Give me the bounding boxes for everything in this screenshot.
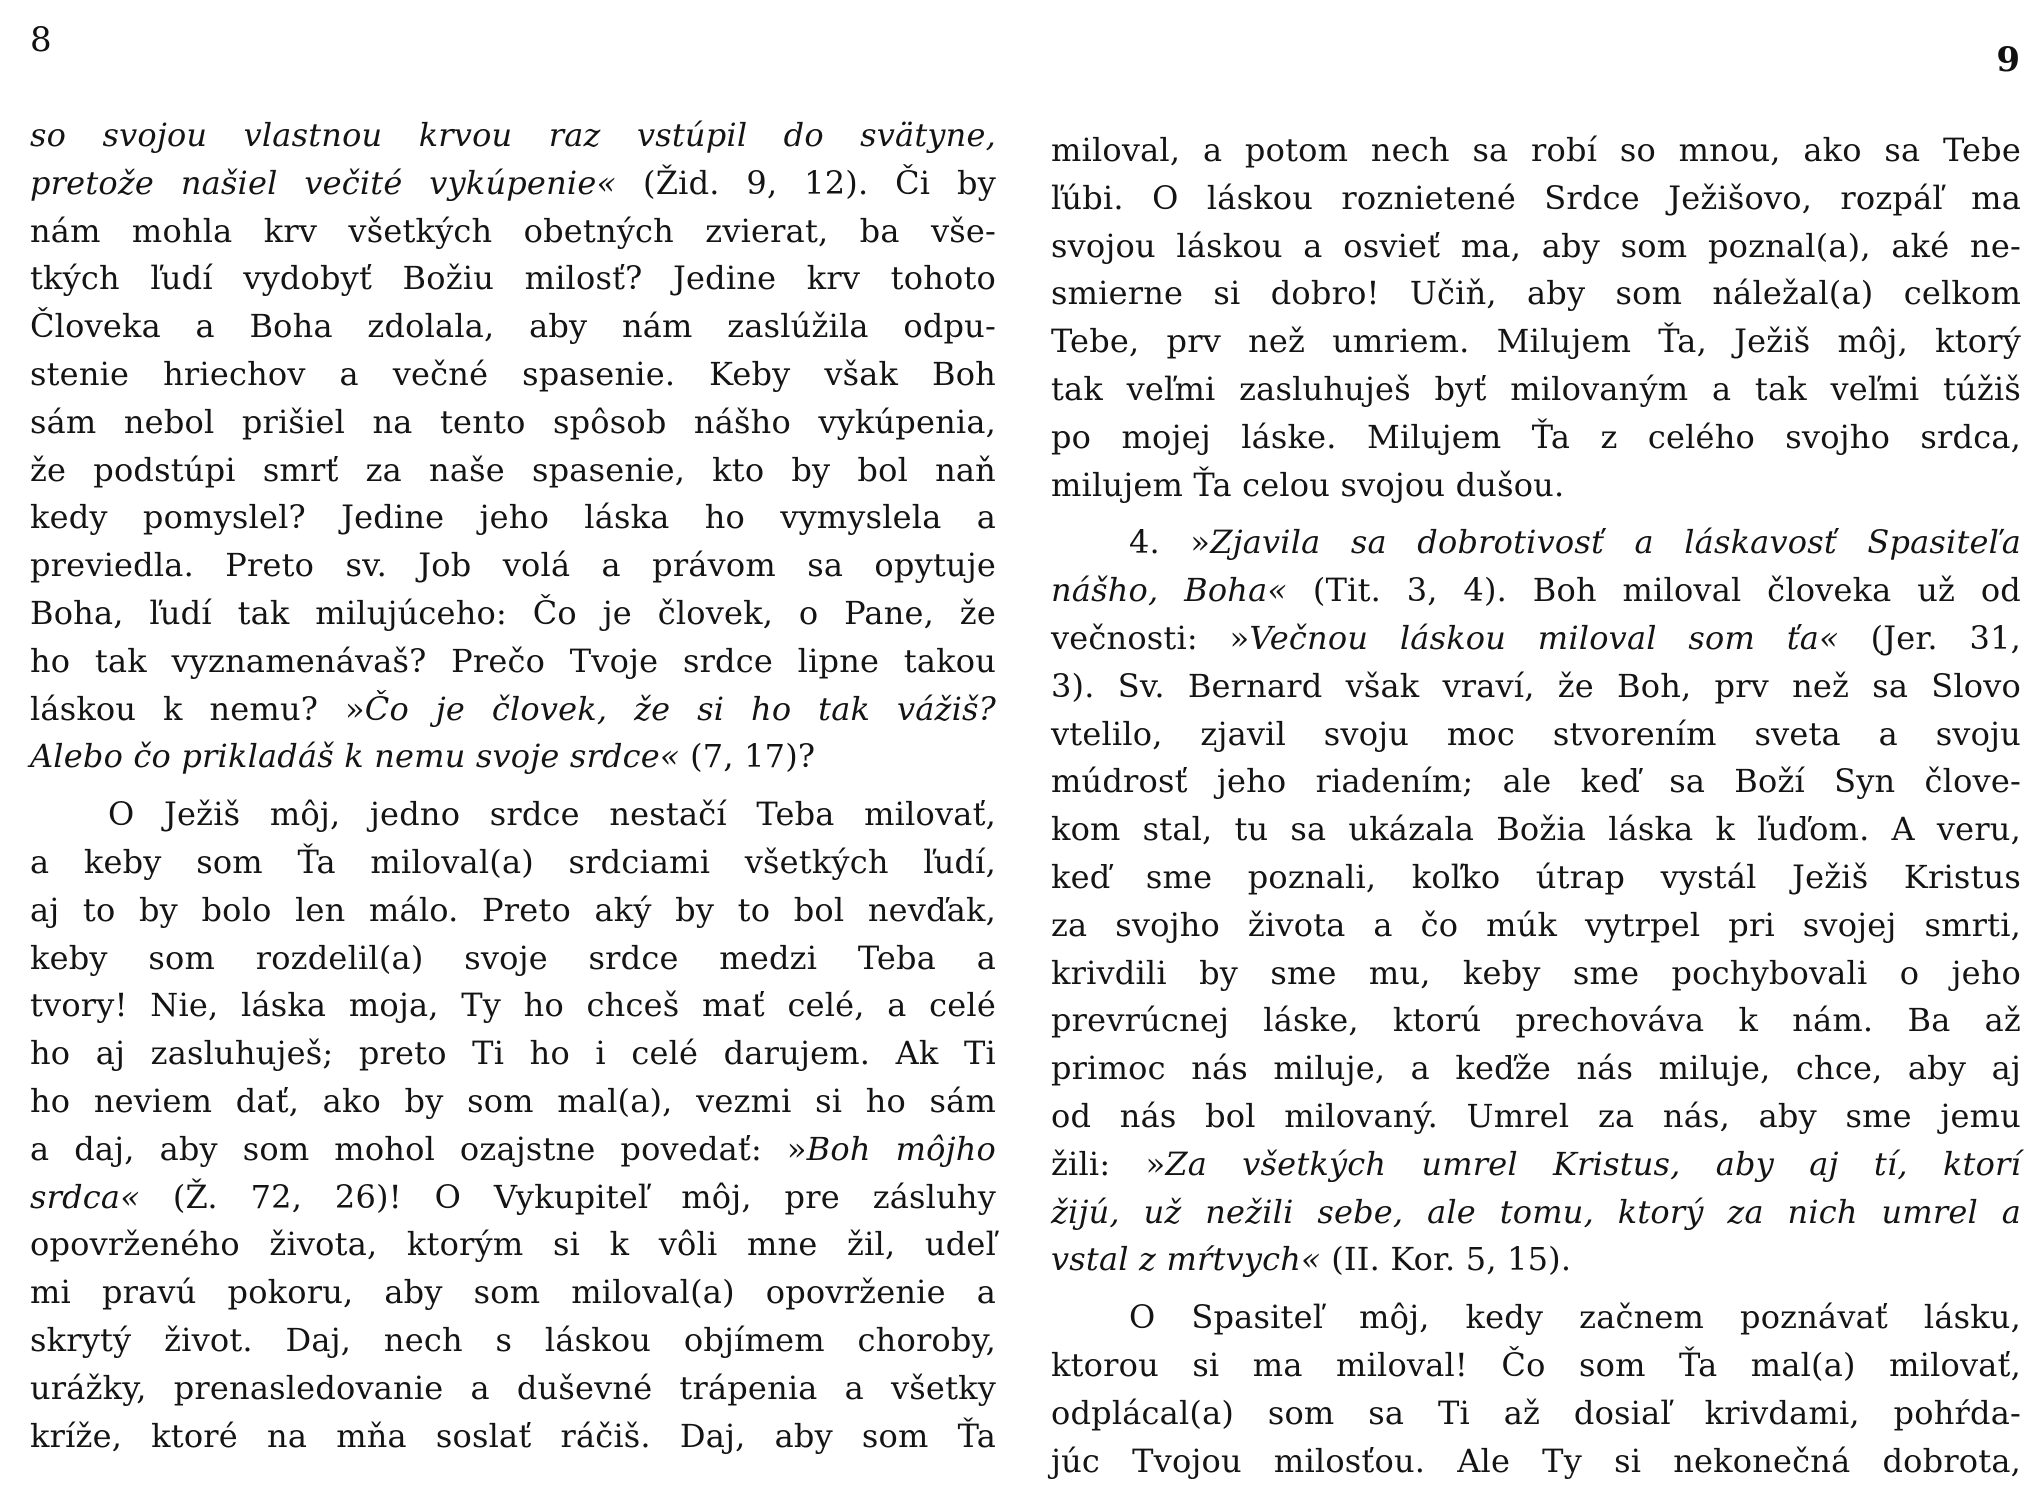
text-segment: 4. » [1129,523,1211,562]
text-segment: keby som rozdelil(a) svoje srdce medzi Teba a [30,938,996,977]
text-line [30,733,996,781]
text-line [30,160,996,208]
text-segment: tvory! Nie, láska moja, Ty ho chceš mať celé, a celé [30,986,996,1025]
text-segment: ktorou si ma miloval! Čo som Ťa mal(a) milovať, [1051,1345,2021,1384]
left-page-text [30,112,996,1460]
italic-quote: so svojou vlastnou krvou raz vstúpil do svätyne, [30,116,996,154]
text-line [30,494,996,542]
text-line [30,791,996,839]
text-line [1051,711,2021,759]
paragraph-gap [30,781,996,791]
text-line [30,935,996,983]
italic-quote: Čo je človek, že si ho tak vážiš? [364,689,996,728]
text-segment: Boha, ľudí tak milujúceho: Čo je človek, o Pane, že [30,593,996,632]
text-line [1051,1189,2021,1237]
text-line [30,686,996,734]
text-segment: sám nebol prišiel na tento spôsob nášho vykúpenia, [30,402,996,441]
text-segment: (Tit. 3, 4). Boh miloval človeka už od [1312,571,2021,610]
text-segment: za svojho života a čo múk vytrpel pri svojej smrti, [1051,905,2021,944]
text-line [1051,854,2021,902]
text-line [30,1126,996,1174]
text-segment: nám mohla krv všetkých obetných zvierat, ba vše- [30,211,996,250]
text-line [1051,663,2021,711]
text-line [30,1174,996,1222]
italic-quote: pretože našiel večité vykúpenie« [30,163,644,202]
text-line [1051,462,2021,510]
text-segment: odplácal(a) som sa Ti až dosiaľ krivdami, pohŕda- [1051,1393,2021,1432]
italic-quote: Večnou láskou miloval som ťa« [1249,618,1871,657]
text-segment: žili: » [1051,1144,1166,1183]
text-segment: júc Tvojou milosťou. Ale Ty si nekonečná dobrota, [1051,1441,2021,1480]
text-segment: skrytý život. Daj, nech s láskou objímem choroby, [30,1320,996,1359]
text-segment: prevrúcnej láske, ktorú prechováva k nám. Ba až [1051,1001,2021,1040]
text-segment: O Spasiteľ môj, kedy začnem poznávať lásku, [1129,1298,2021,1337]
text-segment: mi pravú pokoru, aby som miloval(a) opovrženie a [30,1273,996,1312]
text-line [1051,127,2021,175]
text-line [1051,175,2021,223]
text-segment: a keby som Ťa miloval(a) srdciami všetkých ľudí, [30,842,996,881]
text-segment: múdrosť jeho riadením; ale keď sa Boží Syn člove- [1051,762,2021,801]
text-segment: milujem Ťa celou svojou dušou. [1051,465,1565,504]
text-line [1051,758,2021,806]
italic-quote: Boh môjho [806,1129,996,1168]
text-line [1051,366,2021,414]
text-segment: krivdili by sme mu, keby sme pochybovali o jeho [1051,953,2021,992]
text-segment: opovrženého života, ktorým si k vôli mne žil, udeľ [30,1225,996,1264]
text-segment: a daj, aby som mohol ozajstne povedať: » [30,1129,807,1168]
text-line [30,1365,996,1413]
text-segment: že podstúpi smrť za naše spasenie, kto by bol naň [30,450,996,489]
text-line [30,112,996,160]
text-line [30,1030,996,1078]
italic-quote: Za všetkých umrel Kristus, aby aj tí, ktorí [1165,1144,2021,1183]
text-segment: (7, 17)? [690,737,816,776]
page-number-right: 9 [1996,40,2020,80]
text-line [30,1317,996,1365]
text-segment: urážky, prenasledovanie a duševné trápenia a všetky [30,1368,996,1407]
page-number-left: 8 [30,20,52,60]
text-segment: po mojej láske. Milujem Ťa z celého svojho srdca, [1051,417,2021,456]
text-line [1051,1093,2021,1141]
text-segment: kom stal, tu sa ukázala Božia láska k ľuďom. A veru, [1051,810,2021,849]
text-segment: ho aj zasluhuješ; preto Ti ho i celé darujem. Ak Ti [30,1034,996,1073]
text-line [1051,997,2021,1045]
text-segment: vtelilo, zjavil svoju moc stvorením sveta a svoju [1051,714,2021,753]
text-segment: (Ž. 72, 26)! O Vykupiteľ môj, pre zásluhy [172,1177,996,1216]
text-line [30,303,996,351]
text-line [1051,1141,2021,1189]
text-line [30,1413,996,1461]
text-line [30,208,996,256]
paragraph-gap [1051,1284,2021,1294]
text-segment: od nás bol milovaný. Umrel za nás, aby sme jemu [1051,1096,2021,1135]
text-segment: večnosti: » [1051,618,1250,657]
text-line [1051,615,2021,663]
text-line [1051,1236,2021,1284]
text-line [1051,318,2021,366]
text-segment: láskou k nemu? » [30,689,365,728]
text-segment: tak veľmi zasluhuješ byť milovaným a tak veľmi túžiš [1051,369,2021,408]
text-segment: (Jer. 31, [1870,618,2021,657]
text-segment: primoc nás miluje, a keďže nás miluje, chce, aby aj [1051,1049,2021,1088]
text-line [30,590,996,638]
text-segment: svojou láskou a osvieť ma, aby som poznal(a), aké ne- [1051,226,2021,265]
text-line [30,255,996,303]
text-line [30,1221,996,1269]
text-line [30,351,996,399]
italic-quote: Alebo čo prikladáš k nemu svoje srdce« [30,737,691,776]
text-segment: keď sme poznali, koľko útrap vystál Ježiš Kristus [1051,857,2021,896]
text-segment: (II. Kor. 5, 15). [1331,1240,1572,1279]
right-page-text [1051,127,2021,1485]
text-line [1051,902,2021,950]
text-line [30,887,996,935]
text-line [1051,1438,2021,1486]
text-segment: kedy pomyslel? Jedine jeho láska ho vymyslela a [30,498,996,537]
text-line [1051,1294,2021,1342]
text-line [30,839,996,887]
text-segment: ho neviem dať, ako by som mal(a), vezmi si ho sám [30,1081,996,1120]
text-segment: ľúbi. O láskou roznietené Srdce Ježišovo, rozpáľ ma [1051,178,2021,217]
text-line [1051,567,2021,615]
text-line [30,399,996,447]
text-line [30,1078,996,1126]
text-line [30,982,996,1030]
paragraph-gap [1051,509,2021,519]
text-line [1051,1390,2021,1438]
italic-quote: vstal z mŕtvych« [1051,1240,1332,1279]
italic-quote: Zjavila sa dobrotivosť a láskavosť Spasiteľa [1210,523,2021,562]
right-page [1019,0,2038,1500]
text-segment: miloval, a potom nech sa robí so mnou, ako sa Tebe [1051,131,2021,169]
text-segment: smierne si dobro! Učiň, aby som náležal(a) celkom [1051,274,2021,313]
text-line [1051,806,2021,854]
text-line [30,447,996,495]
text-line [1051,270,2021,318]
text-line [30,542,996,590]
text-segment: aj to by bolo len málo. Preto aký by to bol nevďak, [30,890,996,929]
text-segment: 3). Sv. Bernard však vraví, že Boh, prv než sa Slovo [1051,666,2021,705]
text-segment: ho tak vyznamenávaš? Prečo Tvoje srdce lipne takou [30,641,996,680]
text-line [30,1269,996,1317]
text-line [1051,223,2021,271]
text-segment: tkých ľudí vydobyť Božiu milosť? Jedine krv tohoto [30,259,996,298]
text-segment: kríže, ktoré na mňa soslať ráčiš. Daj, aby som Ťa [30,1416,996,1455]
text-line [1051,414,2021,462]
text-segment: previedla. Preto sv. Job volá a právom sa opytuje [30,546,996,585]
italic-quote: srdca« [30,1177,173,1216]
text-segment: Tebe, prv než umriem. Milujem Ťa, Ježiš môj, ktorý [1051,322,2021,361]
text-line [1051,519,2021,567]
text-line [1051,1342,2021,1390]
text-line [1051,1045,2021,1093]
text-segment: Človeka a Boha zdolala, aby nám zaslúžila odpu- [30,307,996,346]
text-segment: stenie hriechov a večné spasenie. Keby však Boh [30,354,996,393]
italic-quote: nášho, Boha« [1051,571,1313,610]
text-segment: (Žid. 9, 12). Či by [643,163,996,202]
italic-quote: žijú, už nežili sebe, ale tomu, ktorý za nich umrel a [1051,1192,2021,1231]
text-line [30,638,996,686]
text-segment: O Ježiš môj, jedno srdce nestačí Teba milovať, [108,795,996,834]
text-line [1051,950,2021,998]
